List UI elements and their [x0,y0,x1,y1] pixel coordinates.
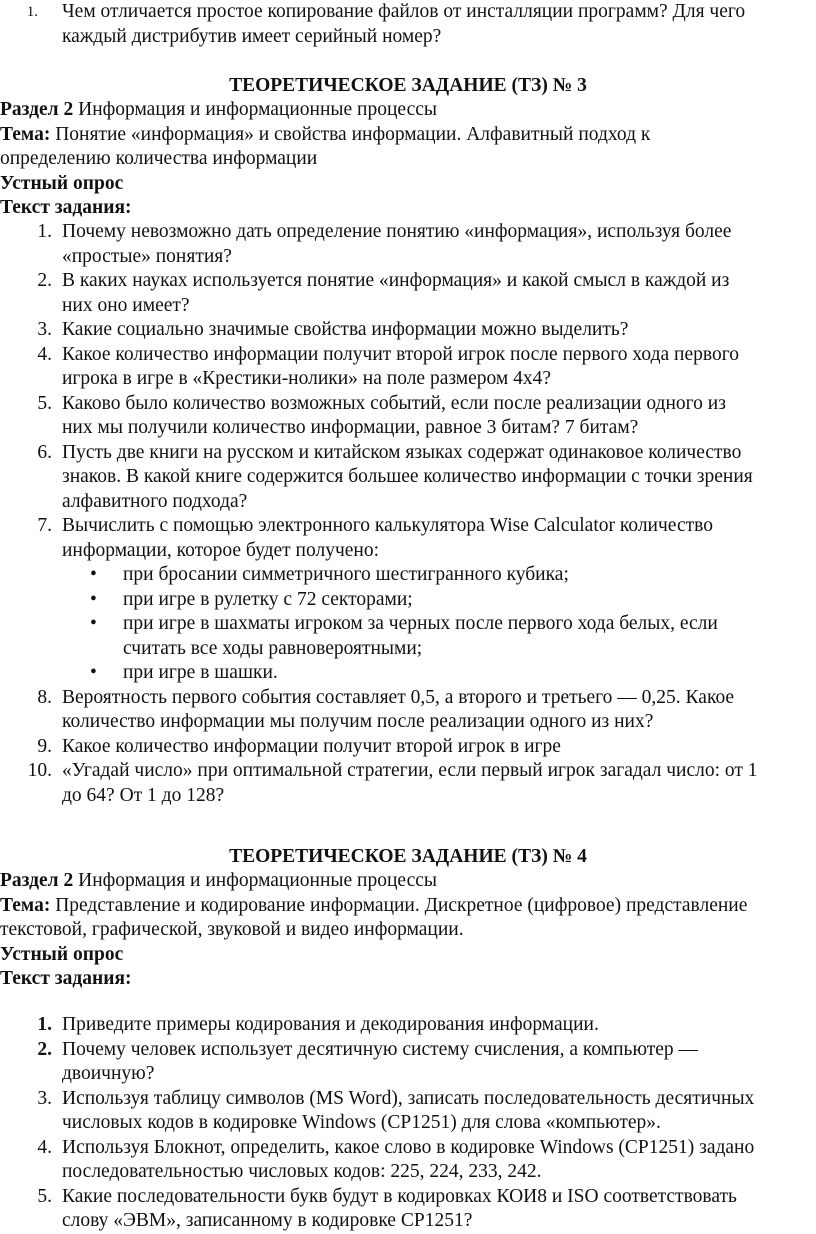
item-number: 5. [37,1185,52,1207]
list-item [0,1038,816,1087]
previous-question [0,0,816,49]
item-line: Какое количество информации получит второй игрок в игре [62,735,561,757]
item-line: алфавитного подхода? [62,490,248,512]
item-line: Какие социально значимые свойства информации можно выделить? [62,319,629,340]
task-label: Текст задания: [0,968,132,989]
list-item [0,318,816,343]
list-item [0,1185,816,1234]
bullet-icon: • [90,662,97,683]
item-line: слову «ЭВМ», записанному в кодировке CP1251? [62,1210,473,1231]
bullet-icon: • [90,564,97,585]
item-number: 4. [37,343,52,365]
item-number: 1. [37,1014,52,1035]
item-line: Вероятность первого события составляет 0,5, а второго и третьего — 0,25. Какое [62,686,735,708]
section-heading-tz4: ТЕОРЕТИЧЕСКОЕ ЗАДАНИЕ (ТЗ) № 4 [229,846,587,867]
form-label: Устный опрос [0,943,124,965]
item-number: 2. [37,1038,52,1060]
list-item [0,686,816,735]
section-label: Раздел 2 [0,99,74,120]
item-line: них мы получили количество информации, равное 3 битам? 7 битам? [62,417,639,438]
item-line: Чем отличается простое копирование файлов от инсталляции программ? Для чего [62,1,746,22]
list-item [0,1013,816,1038]
list-item [0,1136,816,1185]
item-line: Используя таблицу символов (MS Word), записать последовательность десятичных [62,1087,755,1109]
list-item [0,343,816,392]
item-number: 4. [37,1136,52,1158]
bullet-icon: • [90,588,97,610]
section-line [0,98,816,123]
tz3-questions [0,220,816,808]
item-line: Используя Блокнот, определить, какое слово в кодировке Windows (CP1251) задано [62,1136,755,1158]
topic-text: Представление и кодирование информации. Дискретное (цифровое) представление [50,894,748,916]
list-item [0,735,816,760]
tz4-meta [0,869,816,992]
bullet-line: при игре в рулетку с 72 секторами; [123,588,413,610]
topic-line [0,894,816,919]
list-item [0,0,816,49]
tz4-questions [0,1013,816,1234]
item-number: 1. [26,4,38,20]
item-number: 8. [37,686,52,708]
item-line: последовательностью числовых кодов: 225, 224, 233, 242. [62,1161,542,1182]
item-line: каждый дистрибутив имеет серийный номер? [62,25,442,47]
list-item [0,514,816,686]
topic-label: Тема: [0,123,51,145]
item-number: 5. [37,392,52,414]
section-text: Информация и информационные процессы [73,870,437,891]
item-number: 3. [37,1087,52,1109]
item-line: знаков. В какой книге содержится большее количество информации с точки зрения [62,466,753,487]
item-line: Вычислить с помощью электронного калькулятора Wise Calculator количество [62,515,713,536]
item-number: 7. [37,515,52,536]
section-text: Информация и информационные процессы [73,99,437,120]
topic-label: Тема: [0,894,51,916]
item-line: Пусть две книги на русском и китайском языках содержат одинаковое количество [62,441,742,463]
item-line: количество информации мы получим после реализации одного из них? [62,711,654,732]
item-line: «Угадай число» при оптимальной стратегии, если первый игрок загадал число: от 1 [62,760,758,781]
section-heading-tz3: ТЕОРЕТИЧЕСКОЕ ЗАДАНИЕ (ТЗ) № 3 [229,75,587,96]
item-line: информации, которое будет получено: [62,539,380,561]
list-item [0,441,816,515]
tz3-meta [0,98,816,221]
bullet-line: при бросании симметричного шестигранного кубика; [123,564,569,585]
item-line: Приведите примеры кодирования и декодирования информации. [62,1014,599,1035]
topic-text: Понятие «информация» и свойства информации. Алфавитный подход к [50,123,651,145]
item-number: 10. [27,760,52,781]
item-line: до 64? От 1 до 128? [62,784,225,806]
bullet-line: при игре в шахматы игроком за черных после первого хода белых, если [123,613,718,634]
list-item [0,759,816,808]
bullet-item [0,563,816,588]
item-line: В каких науках используется понятие «информация» и какой смысл в каждой из [62,270,730,291]
topic-line [0,123,816,148]
bullet-list [62,563,816,686]
bullet-line: считать все ходы равновероятными; [123,637,423,659]
item-line: них оно имеет? [62,294,190,316]
item-line: числовых кодов в кодировке Windows (CP1251) для слова «компьютер». [62,1112,661,1133]
bullet-line: при игре в шашки. [123,662,278,683]
section-label: Раздел 2 [0,870,74,891]
item-line: Почему человек использует десятичную систему счисления, а компьютер — [62,1038,699,1060]
item-number: 9. [37,735,52,757]
item-line: двоичную? [62,1063,155,1084]
list-item [0,1087,816,1136]
item-number: 2. [37,270,52,291]
item-line: Почему невозможно дать определение понятию «информация», используя более [62,221,732,242]
list-item [0,269,816,318]
item-line: Какое количество информации получит второй игрок после первого хода первого [62,343,739,365]
item-line: «простые» понятия? [62,245,232,267]
item-number: 6. [37,441,52,463]
form-label: Устный опрос [0,172,124,194]
bullet-item [0,588,816,613]
item-number: 1. [37,221,52,242]
list-item [0,220,816,269]
item-line: Какие последовательности букв будут в кодировках КОИ8 и ISO соответствовать [62,1185,737,1207]
item-line: игрока в игре в «Крестики-нолики» на поле размером 4х4? [62,368,552,389]
bullet-item [0,612,816,661]
item-number: 3. [37,319,52,340]
list-item [0,392,816,441]
topic-line-continued: определению количества информации [0,148,318,169]
section-line [0,869,816,894]
bullet-icon: • [90,613,97,634]
item-line: Каково было количество возможных событий, если после реализации одного из [62,392,726,414]
bullet-item [0,661,816,686]
topic-line-continued: текстовой, графической, звуковой и видео информации. [0,919,464,940]
task-label: Текст задания: [0,197,132,218]
